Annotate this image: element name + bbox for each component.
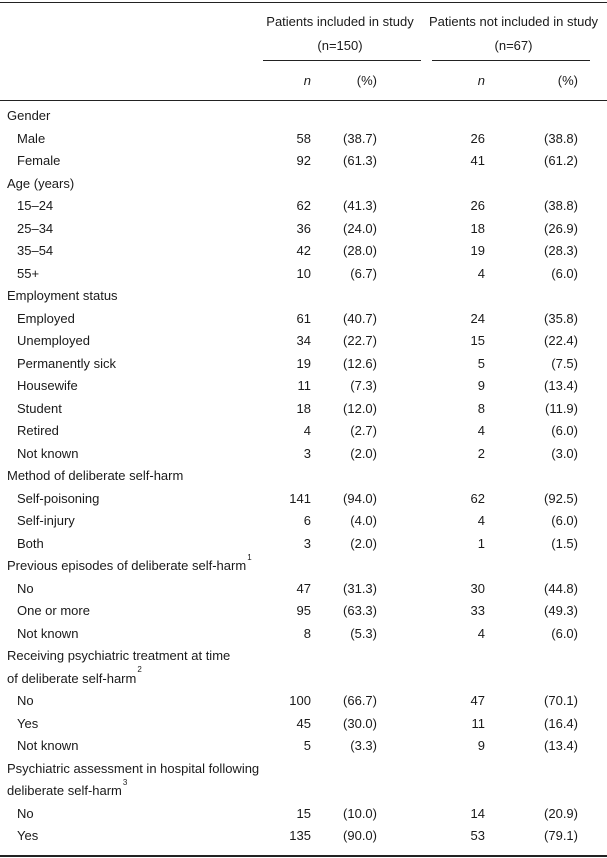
table-row bbox=[0, 263, 607, 285]
n-included-cell: 100 bbox=[289, 693, 311, 708]
table-row bbox=[0, 308, 607, 330]
header-rule bbox=[0, 100, 607, 101]
table-row bbox=[0, 533, 607, 555]
row-label bbox=[17, 533, 44, 555]
row-label bbox=[17, 420, 59, 442]
pct-not-included-cell: (3.0) bbox=[551, 445, 578, 461]
row-label bbox=[17, 510, 75, 532]
row-label bbox=[17, 825, 38, 847]
section-label bbox=[7, 758, 259, 780]
n-not-included-cell: 15 bbox=[470, 333, 485, 348]
label-text: No bbox=[17, 693, 34, 708]
n-not-included-cell: 4 bbox=[477, 513, 485, 528]
n-included-cell: 61 bbox=[296, 310, 311, 326]
label-text: Gender bbox=[7, 108, 51, 123]
section-label bbox=[7, 105, 50, 127]
section-header-row bbox=[0, 552, 607, 577]
table-row bbox=[0, 600, 607, 622]
col-pct-2: (%) bbox=[557, 73, 578, 88]
table-row bbox=[0, 398, 607, 420]
label-text: Male bbox=[17, 130, 46, 146]
group2-n: (n=67) bbox=[494, 38, 533, 53]
label-text: No bbox=[17, 805, 34, 821]
col-n-2: n bbox=[477, 73, 485, 88]
pct-not-included-cell: (22.4) bbox=[544, 333, 578, 348]
row-label bbox=[17, 623, 78, 645]
n-not-included-cell: 14 bbox=[470, 805, 485, 821]
table-row bbox=[0, 240, 607, 262]
label-text: Not known bbox=[17, 738, 79, 753]
pct-included-cell: (2.7) bbox=[350, 423, 377, 438]
row-label bbox=[17, 308, 75, 330]
pct-not-included-cell: (11.9) bbox=[545, 400, 578, 416]
n-not-included-cell: 33 bbox=[470, 603, 485, 618]
label-text: 55+ bbox=[17, 265, 40, 281]
pct-not-included-cell: (49.3) bbox=[544, 603, 578, 618]
row-label bbox=[17, 803, 34, 825]
label-text: Not known bbox=[17, 445, 79, 461]
section-label bbox=[7, 173, 74, 195]
label-text: Female bbox=[17, 153, 61, 168]
label-text: Both bbox=[17, 535, 44, 551]
section-header-row bbox=[0, 285, 607, 307]
row-label bbox=[17, 443, 78, 465]
footnote-marker: 2 bbox=[137, 665, 142, 675]
row-label bbox=[17, 600, 90, 622]
table-row bbox=[0, 195, 607, 217]
section-header-row bbox=[0, 105, 607, 127]
row-label bbox=[17, 195, 53, 217]
table-row bbox=[0, 803, 607, 825]
pct-not-included-cell: (13.4) bbox=[544, 378, 578, 393]
row-label bbox=[17, 353, 116, 375]
pct-included-cell: (4.0) bbox=[350, 513, 377, 528]
n-included-cell: 10 bbox=[296, 265, 311, 281]
n-not-included-cell: 1 bbox=[477, 535, 485, 551]
n-included-cell: 3 bbox=[303, 445, 311, 461]
pct-included-cell: (7.3) bbox=[350, 378, 377, 393]
n-included-cell: 95 bbox=[296, 603, 311, 618]
n-included-cell: 3 bbox=[303, 535, 311, 551]
col-pct-1: (%) bbox=[356, 73, 377, 88]
section-header-row bbox=[0, 665, 607, 690]
pct-included-cell: (12.6) bbox=[343, 355, 377, 371]
n-not-included-cell: 18 bbox=[470, 220, 485, 236]
n-included-cell: 4 bbox=[303, 423, 311, 438]
pct-included-cell: (22.7) bbox=[343, 333, 377, 348]
pct-included-cell: (10.0) bbox=[343, 805, 377, 821]
pct-included-cell: (2.0) bbox=[350, 535, 377, 551]
label-text: Yes bbox=[17, 828, 39, 843]
footnote-marker: 3 bbox=[122, 777, 128, 787]
pct-included-cell: (41.3) bbox=[343, 198, 377, 213]
label-text: Psychiatric assessment in hospital following bbox=[7, 760, 260, 776]
n-not-included-cell: 26 bbox=[470, 130, 485, 146]
table-row bbox=[0, 825, 607, 847]
n-not-included-cell: 41 bbox=[470, 153, 485, 168]
row-label bbox=[17, 240, 53, 262]
n-included-cell: 34 bbox=[296, 333, 311, 348]
n-included-cell: 135 bbox=[289, 828, 311, 843]
n-not-included-cell: 9 bbox=[477, 378, 485, 393]
section-label bbox=[7, 552, 252, 577]
n-included-cell: 62 bbox=[296, 198, 311, 213]
pct-not-included-cell: (28.3) bbox=[544, 243, 578, 258]
pct-included-cell: (63.3) bbox=[343, 603, 377, 618]
row-label bbox=[17, 330, 90, 352]
pct-not-included-cell: (70.1) bbox=[544, 693, 578, 708]
row-label bbox=[17, 690, 34, 712]
section-header-row bbox=[0, 777, 607, 802]
pct-not-included-cell: (44.8) bbox=[544, 580, 578, 596]
n-included-cell: 11 bbox=[297, 378, 311, 393]
pct-included-cell: (40.7) bbox=[343, 310, 377, 326]
n-included-cell: 15 bbox=[296, 805, 311, 821]
pct-included-cell: (31.3) bbox=[343, 580, 377, 596]
section-header-row bbox=[0, 465, 607, 487]
label-text: Permanently sick bbox=[17, 355, 116, 371]
table-row bbox=[0, 488, 607, 510]
pct-included-cell: (24.0) bbox=[343, 220, 377, 236]
n-not-included-cell: 5 bbox=[477, 355, 485, 371]
label-text: Method of deliberate self-harm bbox=[7, 468, 184, 483]
table-row bbox=[0, 150, 607, 172]
n-not-included-cell: 62 bbox=[470, 490, 485, 506]
top-rule bbox=[0, 2, 607, 3]
pct-included-cell: (61.3) bbox=[343, 153, 377, 168]
table-row bbox=[0, 578, 607, 600]
group1-title: Patients included in study bbox=[266, 14, 414, 29]
pct-included-cell: (2.0) bbox=[350, 445, 377, 461]
pct-not-included-cell: (6.0) bbox=[551, 625, 578, 641]
pct-not-included-cell: (20.9) bbox=[544, 805, 578, 821]
n-included-cell: 47 bbox=[296, 580, 311, 596]
pct-not-included-cell: (6.0) bbox=[551, 423, 578, 438]
label-text: Previous episodes of deliberate self-harm bbox=[7, 558, 247, 573]
n-not-included-cell: 11 bbox=[471, 715, 485, 731]
n-included-cell: 5 bbox=[303, 738, 311, 753]
n-not-included-cell: 4 bbox=[477, 625, 485, 641]
label-text: 35–54 bbox=[17, 243, 54, 258]
bottom-rule bbox=[0, 855, 607, 857]
label-text: Employment status bbox=[7, 288, 118, 303]
section-label bbox=[7, 465, 183, 487]
pct-included-cell: (94.0) bbox=[343, 490, 377, 506]
n-not-included-cell: 2 bbox=[477, 445, 485, 461]
n-included-cell: 6 bbox=[303, 513, 311, 528]
pct-included-cell: (28.0) bbox=[343, 243, 377, 258]
label-text: Unemployed bbox=[17, 333, 90, 348]
row-label bbox=[17, 713, 38, 735]
pct-included-cell: (30.0) bbox=[343, 715, 377, 731]
n-not-included-cell: 4 bbox=[477, 265, 485, 281]
section-header-row bbox=[0, 758, 607, 780]
label-text: Yes bbox=[17, 715, 39, 731]
n-included-cell: 42 bbox=[296, 243, 311, 258]
group1-rule bbox=[263, 60, 421, 61]
pct-not-included-cell: (7.5) bbox=[551, 355, 578, 371]
row-label bbox=[17, 263, 39, 285]
group2-rule bbox=[432, 60, 590, 61]
label-text: 25–34 bbox=[17, 220, 54, 236]
row-label bbox=[17, 398, 62, 420]
n-not-included-cell: 8 bbox=[477, 400, 485, 416]
pct-not-included-cell: (1.5) bbox=[551, 535, 578, 551]
n-not-included-cell: 4 bbox=[477, 423, 485, 438]
table-row bbox=[0, 218, 607, 240]
pct-included-cell: (12.0) bbox=[343, 400, 377, 416]
n-included-cell: 19 bbox=[296, 355, 311, 371]
footnote-marker: 1 bbox=[247, 552, 252, 562]
group2-title: Patients not included in study bbox=[428, 14, 599, 29]
row-label bbox=[17, 488, 99, 510]
section-header-row bbox=[0, 645, 607, 667]
n-included-cell: 92 bbox=[296, 153, 311, 168]
n-included-cell: 58 bbox=[296, 130, 311, 146]
label-text: Self-injury bbox=[17, 513, 75, 528]
section-header-row bbox=[0, 173, 607, 195]
table-row bbox=[0, 510, 607, 532]
n-not-included-cell: 26 bbox=[470, 198, 485, 213]
table-row bbox=[0, 623, 607, 645]
section-label bbox=[7, 777, 128, 802]
table-row bbox=[0, 353, 607, 375]
pct-not-included-cell: (35.8) bbox=[544, 310, 578, 326]
row-label bbox=[17, 150, 60, 172]
label-text: Self-poisoning bbox=[17, 490, 100, 506]
group1-n: (n=150) bbox=[317, 38, 363, 53]
table-row bbox=[0, 443, 607, 465]
label-text: One or more bbox=[17, 603, 90, 618]
label-text: Student bbox=[17, 400, 62, 416]
label-text: Employed bbox=[17, 310, 75, 326]
pct-not-included-cell: (26.9) bbox=[544, 220, 578, 236]
label-text: of deliberate self-harm bbox=[7, 670, 137, 686]
n-not-included-cell: 47 bbox=[470, 693, 485, 708]
n-not-included-cell: 24 bbox=[470, 310, 485, 326]
row-label bbox=[17, 375, 78, 397]
label-text: Housewife bbox=[17, 378, 78, 393]
col-n-1: n bbox=[303, 73, 311, 88]
n-included-cell: 141 bbox=[289, 490, 311, 506]
row-label bbox=[17, 128, 45, 150]
label-text: deliberate self-harm bbox=[7, 783, 122, 798]
n-included-cell: 18 bbox=[296, 400, 311, 416]
row-label bbox=[17, 578, 34, 600]
pct-not-included-cell: (92.5) bbox=[544, 490, 578, 506]
row-label bbox=[17, 218, 53, 240]
table-row bbox=[0, 713, 607, 735]
table-row bbox=[0, 330, 607, 352]
n-not-included-cell: 9 bbox=[477, 738, 485, 753]
section-label bbox=[7, 645, 230, 667]
pct-not-included-cell: (38.8) bbox=[544, 130, 578, 146]
pct-not-included-cell: (61.2) bbox=[544, 153, 578, 168]
section-label bbox=[7, 665, 142, 690]
n-included-cell: 36 bbox=[296, 220, 311, 236]
n-included-cell: 8 bbox=[303, 625, 311, 641]
pct-included-cell: (3.3) bbox=[350, 738, 377, 753]
pct-included-cell: (66.7) bbox=[343, 693, 377, 708]
pct-included-cell: (90.0) bbox=[343, 828, 377, 843]
pct-not-included-cell: (38.8) bbox=[544, 198, 578, 213]
pct-not-included-cell: (6.0) bbox=[551, 513, 578, 528]
row-label bbox=[17, 735, 78, 757]
table-row bbox=[0, 735, 607, 757]
label-text: 15–24 bbox=[17, 198, 54, 213]
n-not-included-cell: 30 bbox=[470, 580, 485, 596]
table-row bbox=[0, 375, 607, 397]
label-text: No bbox=[17, 580, 34, 596]
label-text: Retired bbox=[17, 423, 59, 438]
n-not-included-cell: 53 bbox=[470, 828, 485, 843]
n-not-included-cell: 19 bbox=[470, 243, 485, 258]
pct-included-cell: (5.3) bbox=[350, 625, 377, 641]
pct-not-included-cell: (6.0) bbox=[551, 265, 578, 281]
label-text: Age (years) bbox=[7, 175, 75, 191]
pct-included-cell: (38.7) bbox=[343, 130, 377, 146]
table-row bbox=[0, 690, 607, 712]
label-text: Not known bbox=[17, 625, 79, 641]
section-label bbox=[7, 285, 118, 307]
table-row bbox=[0, 420, 607, 442]
column-header-row bbox=[0, 70, 607, 92]
pct-included-cell: (6.7) bbox=[350, 265, 377, 281]
pct-not-included-cell: (16.4) bbox=[544, 715, 578, 731]
table-row bbox=[0, 128, 607, 150]
n-included-cell: 45 bbox=[296, 715, 311, 731]
label-text: Receiving psychiatric treatment at time bbox=[7, 648, 231, 663]
pct-not-included-cell: (79.1) bbox=[544, 828, 578, 843]
pct-not-included-cell: (13.4) bbox=[544, 738, 578, 753]
